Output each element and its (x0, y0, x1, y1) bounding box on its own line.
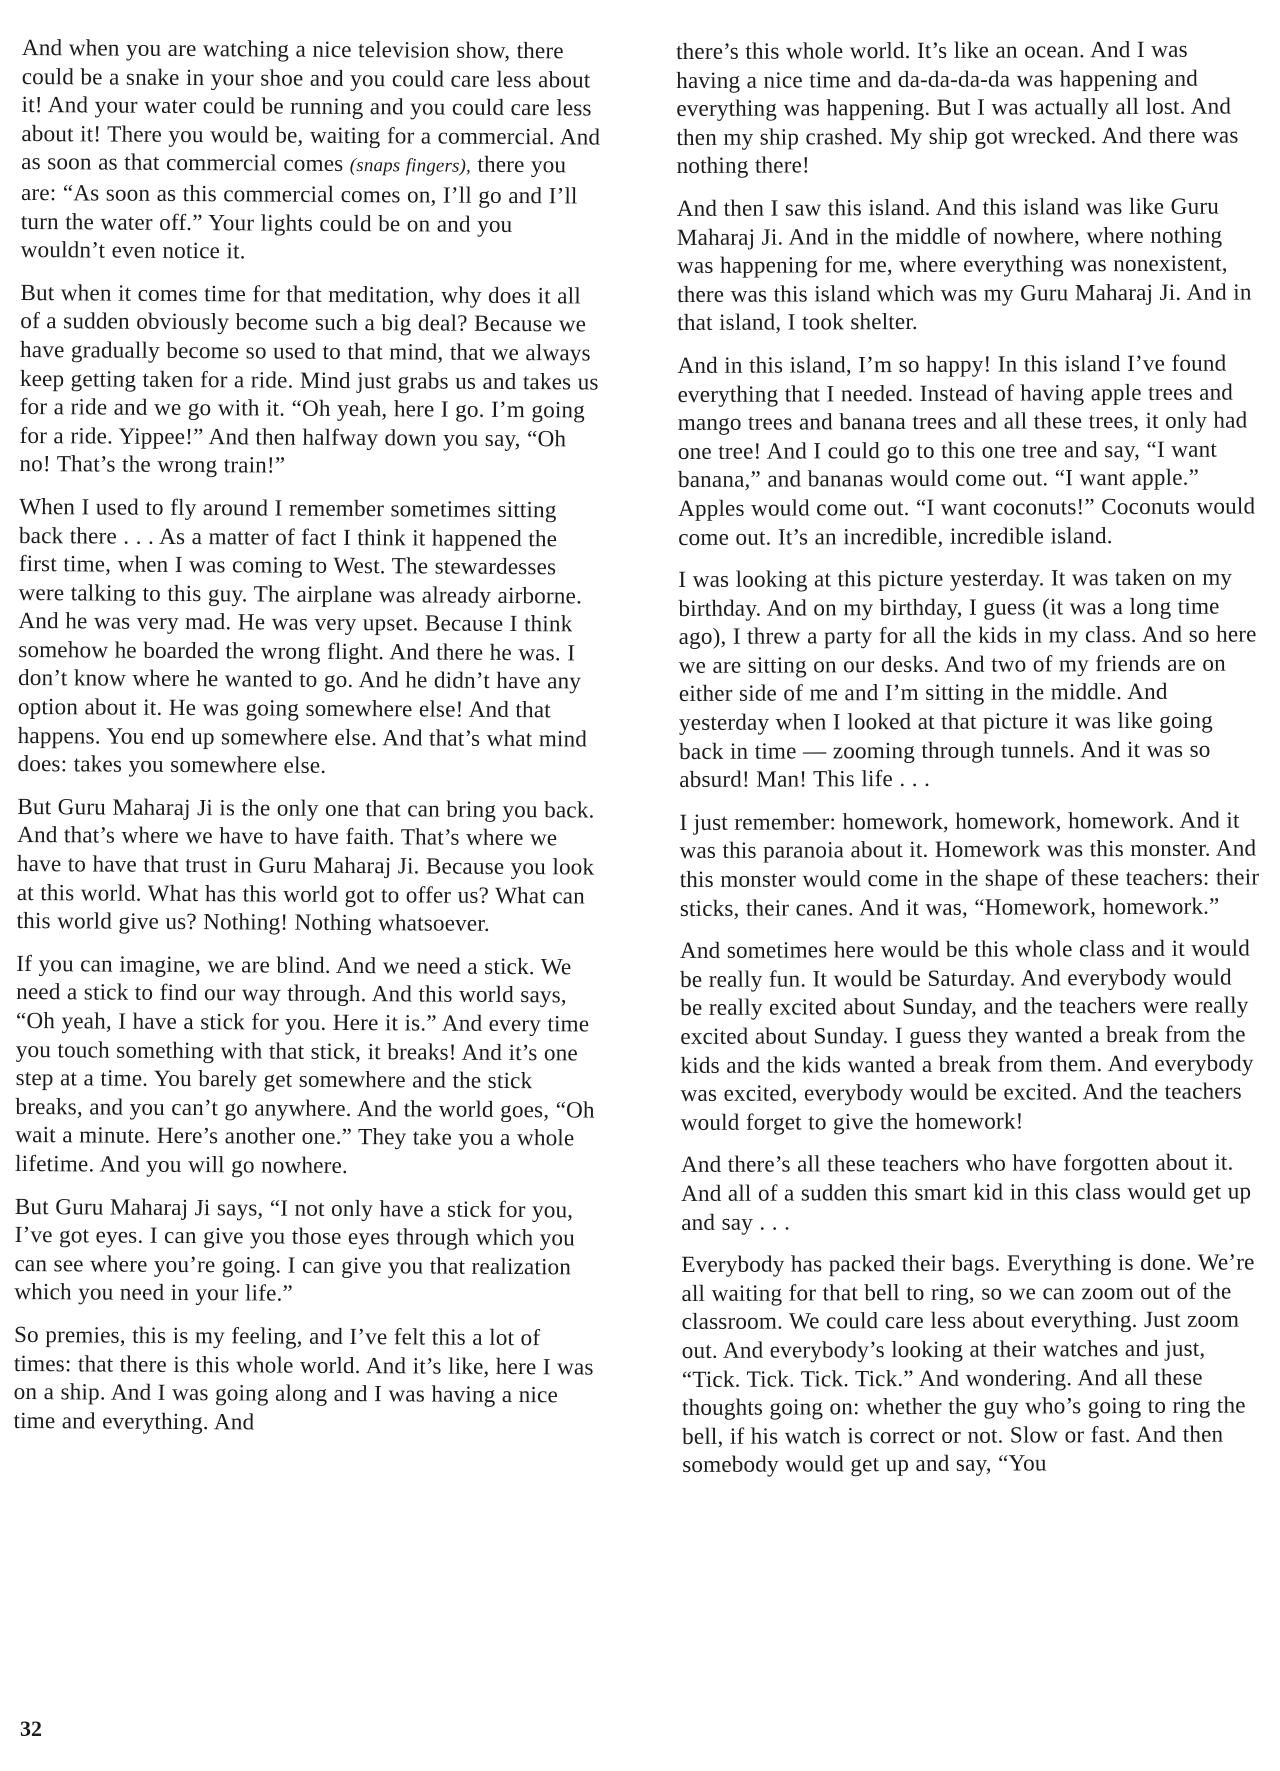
paragraph: But when it comes time for that meditation, why does it all of a sudden obviously become such a big deal? Because we have gradually become so used to that mind, that we always keep getting taken for a ride. Mind just grabs us and takes us for a ride and we go with it. “Oh yeah, here I go. I’m going for a ride. Yippee!” And then halfway down you say, “Oh no! That’s the wrong train!” (19, 279, 599, 479)
paragraph: I was looking at this picture yesterday. It was taken on my birthday. And on my birthday, I guess (it was a long time ago), I threw a party for all the kids in my class. And so here we are sitting on our desks. And two of my friends are on either side of me and I’m sitting in the middle. And yesterday when I looked at that picture it was like going back in time — zooming through tunnels. And it was so absurd! Man! This life . . . (678, 564, 1257, 794)
paragraph-text: there you are: “As soon as this commercial comes on, I’ll go and I’ll turn the water off.” Your lights could be on and you wouldn’t even notice it. (20, 152, 578, 265)
paragraph: And then I saw this island. And this island was like Guru Maharaj Ji. And in the middle of nowhere, where nothing was happening for me, where everything was nonexistent, there was this island which was my Guru Maharaj Ji. And in that island, I took shelter. (676, 193, 1252, 337)
paragraph: But Guru Maharaj Ji is the only one that can bring you back. And that’s where we have to have faith. That’s where we have to have that trust in Guru Maharaj Ji. Because you look at this world. What has this world got to offer us? What can this world give us? Nothing! Nothing whatsoever. (16, 793, 595, 938)
stage-direction: (snaps fingers), (349, 155, 472, 178)
paragraph: Everybody has packed their bags. Everything is done. We’re all waiting for that bell to ring, so we can zoom out of the classroom. We could care less about everything. Just zoom out. And everybody’s looking at their watches and just, “Tick. Tick. Tick. Tick.” And wondering. And all these thoughts going on: whether the guy who’s going to ring the bell, if his watch is correct or not. Slow or fast. And then somebody would get up and say, “You (681, 1249, 1255, 1479)
paragraph (21, 34, 602, 268)
paragraph: And sometimes here would be this whole class and it would be really fun. It would be Saturday. And everybody would be really excited about Sunday, and the teachers were really excited about Sunday. I guess they wanted a break from the kids and the kids wanted a break from them. And everybody was excited, everybody would be excited. And the teachers would forget to give the homework! (679, 935, 1254, 1136)
paragraph: I just remember: homework, homework, homework. And it was this paranoia about it. Homework was this monster. And this monster would come in the shape of these teachers: their sticks, their canes. And it was, “Homework, homework.” (679, 807, 1260, 922)
right-column (676, 35, 1262, 1493)
paragraph: But Guru Maharaj Ji says, “I not only have a stick for you, I’ve got eyes. I can give you those eyes through which you can see where you’re going. I can give you that realization which you need in your life.” (14, 1193, 575, 1308)
paragraph: So premies, this is my feeling, and I’ve felt this a lot of times: that there is this whole world. And it’s like, here I was on a ship. And I was going along and I was having a nice time and everything. And (13, 1321, 594, 1436)
page-number: 32 (20, 1716, 42, 1741)
paragraph: And there’s all these teachers who have forgotten about it. And all of a sudden this smart kid in this class would get up and say . . . (680, 1149, 1252, 1236)
left-column (13, 34, 602, 1453)
paragraph: If you can imagine, we are blind. And we need a stick. We need a stick to find our way through. And this world says, “Oh yeah, I have a stick for you. Here it is.” And every time you touch something with that stick, it breaks! And it’s one step at a time. You barely get somewhere and the stick breaks, and you can’t go anywhere. And the world goes, “Oh wait a minute. Here’s another one.” They take you a whole lifetime. And you will go nowhere. (15, 950, 595, 1179)
paragraph: there’s this whole world. It’s like an ocean. And I was having a nice time and da-da-da-da was happening and everything was happening. But I was actually all lost. And then my ship crashed. My ship got wrecked. And there was nothing there! (676, 36, 1239, 180)
paragraph-text: And when you are watching a nice television show, there could be a snake in your shoe and you could care less about it! And your water could be running and you could care less about it! There you would be, waiting for a commercial. And as soon as that commercial comes (21, 34, 601, 178)
paragraph: When I used to fly around I remember sometimes sitting back there . . . As a matter of fact I think it happened the first time, when I was coming to West. The stewardesses were talking to this guy. The airplane was already airborne. And he was very mad. He was very upset. Because I think somehow he boarded the wrong flight. And there he was. I don’t know where he wanted to go. And he didn’t have any option about it. He was going somewhere else! And that happens. You end up somewhere else. And that’s what mind does: takes you somewhere else. (17, 493, 588, 780)
paragraph: And in this island, I’m so happy! In this island I’ve found everything that I needed. Instead of having apple trees and mango trees and banana trees and all these trees, it only had one tree! And I could go to this one tree and say, “I want banana,” and bananas would come out. “I want apple.” Apples would come out. “I want coconuts!” Coconuts would come out. It’s an incredible, incredible island. (677, 350, 1256, 551)
